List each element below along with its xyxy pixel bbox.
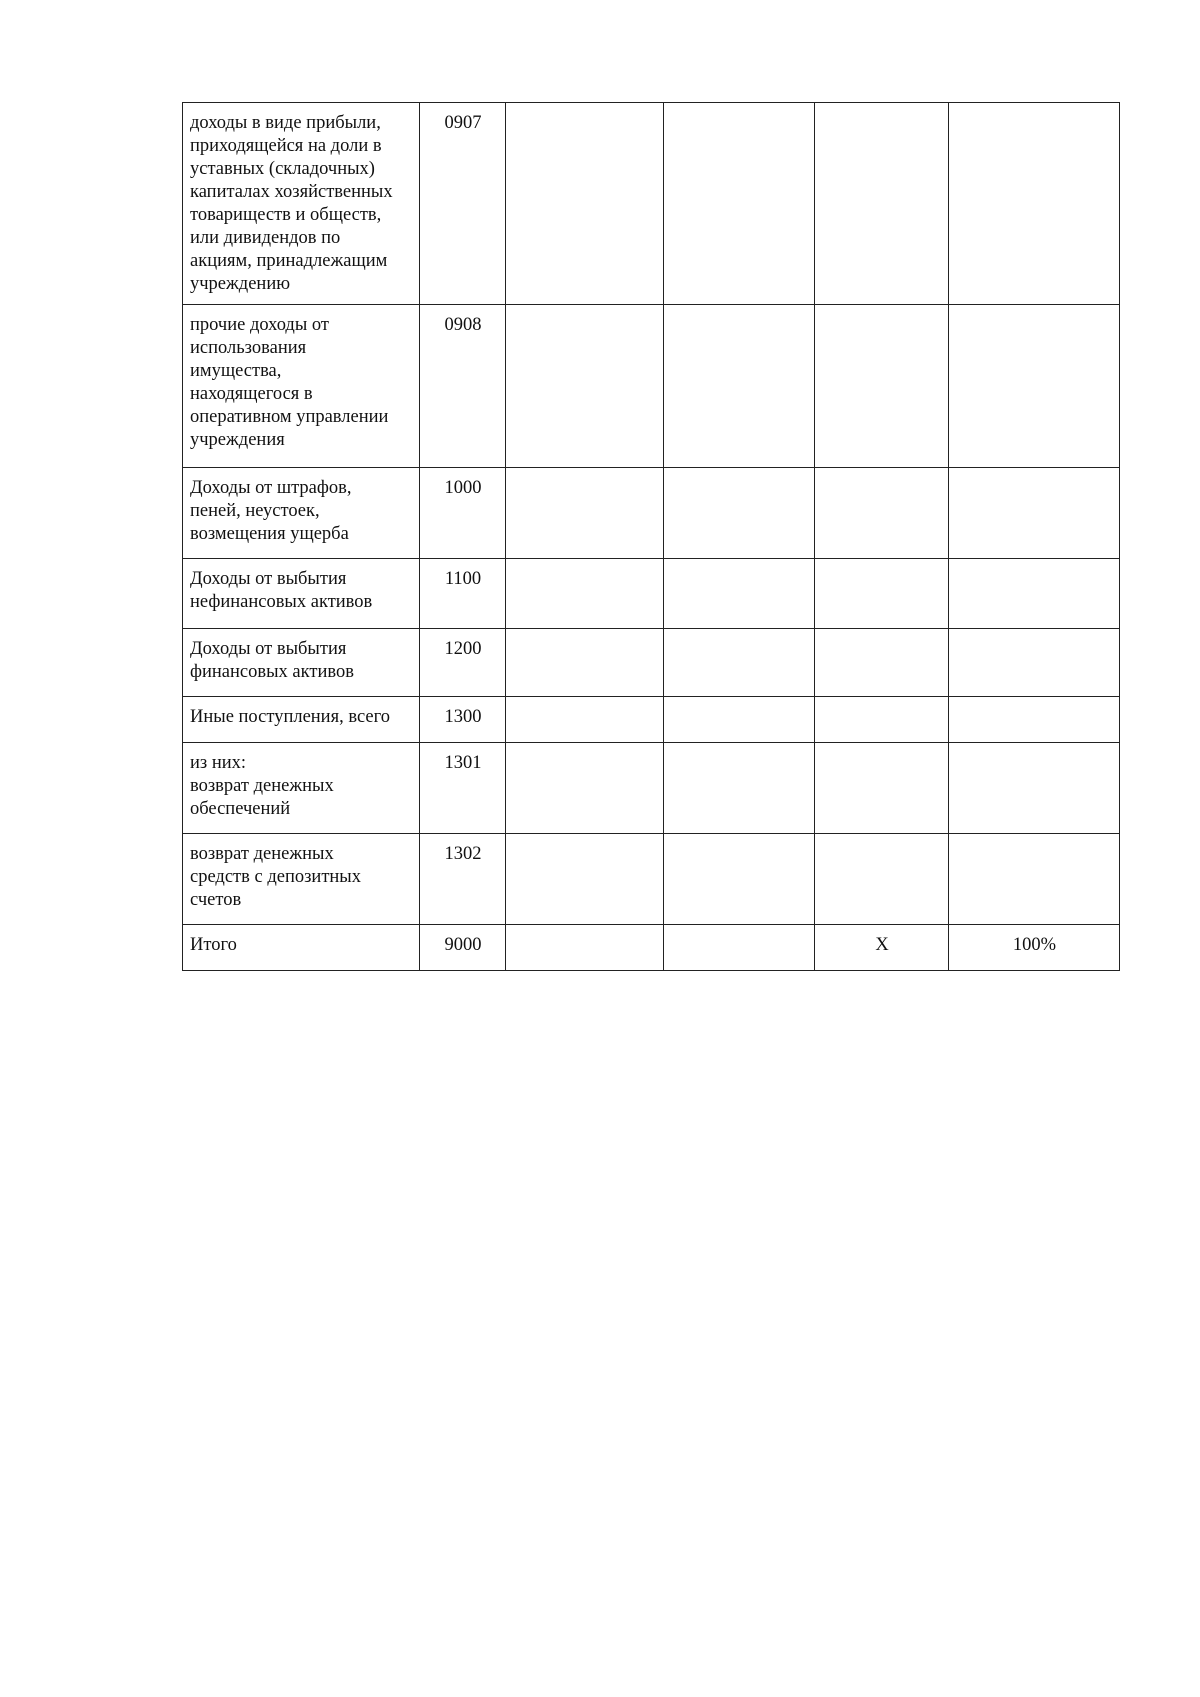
- value-cell: [815, 743, 949, 834]
- value-cell: [815, 834, 949, 925]
- value-cell: [949, 103, 1120, 305]
- row-name-line: товариществ и обществ,: [190, 205, 382, 225]
- value-cell: [506, 743, 664, 834]
- row-name-line: использования: [190, 338, 307, 358]
- value-cell: [506, 468, 664, 559]
- row-code-cell: 9000: [420, 925, 506, 971]
- row-code-cell: 1302: [420, 834, 506, 925]
- table-row: [183, 629, 1120, 697]
- row-code-cell: 0908: [420, 305, 506, 468]
- value-cell: [664, 305, 815, 468]
- value-cell: [664, 468, 815, 559]
- table-row: [183, 468, 1120, 559]
- row-name-line: Доходы от выбытия: [190, 569, 347, 589]
- row-name-cell: [183, 925, 420, 971]
- value-cell: [664, 743, 815, 834]
- value-cell: [815, 629, 949, 697]
- row-name-line: оперативном управлении: [190, 407, 389, 427]
- row-name-line: находящегося в: [190, 384, 313, 404]
- row-name-line: средств с депозитных: [190, 867, 361, 887]
- row-name-cell: [183, 559, 420, 629]
- value-cell: [506, 559, 664, 629]
- row-name-line: счетов: [190, 890, 242, 910]
- value-cell: [664, 559, 815, 629]
- value-cell: X: [815, 925, 949, 971]
- row-code-cell: 1301: [420, 743, 506, 834]
- value-cell: [664, 925, 815, 971]
- row-name-cell: [183, 103, 420, 305]
- value-cell: [949, 305, 1120, 468]
- row-name-line: Итого: [190, 935, 237, 955]
- row-name-line: приходящейся на доли в: [190, 136, 382, 156]
- row-name-line: уставных (складочных): [190, 159, 375, 179]
- table-row: [183, 103, 1120, 305]
- row-name-cell: [183, 697, 420, 743]
- row-name-cell: [183, 834, 420, 925]
- value-cell: [506, 305, 664, 468]
- value-cell: [815, 305, 949, 468]
- value-cell: [815, 103, 949, 305]
- row-name-line: возврат денежных: [190, 844, 334, 864]
- row-name-cell: [183, 305, 420, 468]
- value-cell: [506, 834, 664, 925]
- row-name-cell: [183, 468, 420, 559]
- row-name-line: из них:: [190, 753, 247, 773]
- total-row: [183, 925, 1120, 971]
- income-table: [182, 102, 1120, 971]
- table-row: [183, 559, 1120, 629]
- row-name-line: учреждения: [190, 430, 285, 450]
- row-name-line: Иные поступления, всего: [190, 707, 390, 727]
- value-cell: [506, 697, 664, 743]
- row-name-line: возмещения ущерба: [190, 524, 349, 544]
- row-code-cell: 0907: [420, 103, 506, 305]
- row-name-cell: [183, 743, 420, 834]
- row-name-line: нефинансовых активов: [190, 592, 373, 612]
- row-name-line: имущества,: [190, 361, 282, 381]
- value-cell: [506, 629, 664, 697]
- value-cell: [664, 834, 815, 925]
- row-name-cell: [183, 629, 420, 697]
- row-name-line: пеней, неустоек,: [190, 501, 320, 521]
- row-name-line: акциям, принадлежащим: [190, 251, 388, 271]
- row-name-line: Доходы от штрафов,: [190, 478, 352, 498]
- row-name-line: капиталах хозяйственных: [190, 182, 393, 202]
- table-row: [183, 697, 1120, 743]
- row-code-cell: 1100: [420, 559, 506, 629]
- row-name-line: финансовых активов: [190, 662, 354, 682]
- value-cell: [949, 697, 1120, 743]
- value-cell: [506, 925, 664, 971]
- value-cell: [815, 468, 949, 559]
- value-cell: [664, 629, 815, 697]
- value-cell: [664, 697, 815, 743]
- value-cell: [664, 103, 815, 305]
- row-name-line: обеспечений: [190, 799, 291, 819]
- value-cell: [506, 103, 664, 305]
- value-cell: [949, 559, 1120, 629]
- table-row: [183, 834, 1120, 925]
- row-name-line: прочие доходы от: [190, 315, 329, 335]
- value-cell: [815, 697, 949, 743]
- row-name-line: учреждению: [190, 274, 291, 294]
- row-name-line: Доходы от выбытия: [190, 639, 347, 659]
- value-cell: [815, 559, 949, 629]
- value-cell: [949, 629, 1120, 697]
- row-name-line: доходы в виде прибыли,: [190, 113, 381, 133]
- row-code-cell: 1000: [420, 468, 506, 559]
- value-cell: [949, 743, 1120, 834]
- row-code-cell: 1200: [420, 629, 506, 697]
- table-row: [183, 743, 1120, 834]
- value-cell: [949, 468, 1120, 559]
- row-name-line: или дивидендов по: [190, 228, 341, 248]
- row-code-cell: 1300: [420, 697, 506, 743]
- row-name-line: возврат денежных: [190, 776, 334, 796]
- table-row: [183, 305, 1120, 468]
- value-cell: 100%: [949, 925, 1120, 971]
- value-cell: [949, 834, 1120, 925]
